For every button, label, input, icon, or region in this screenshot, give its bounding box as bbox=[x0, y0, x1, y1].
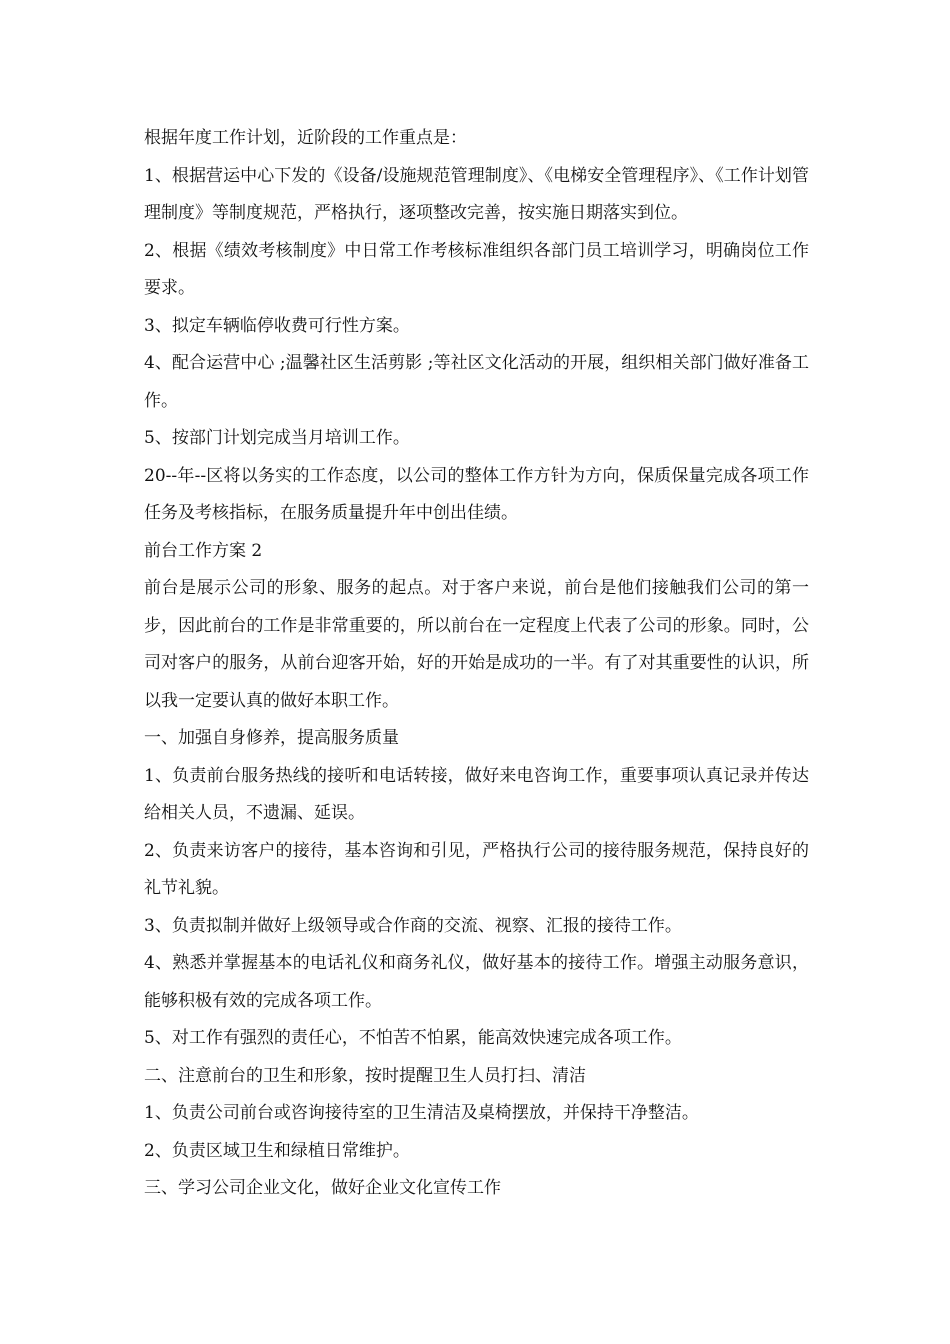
document-body bbox=[144, 120, 809, 1208]
paragraph-duty-4: 4、熟悉并掌握基本的电话礼仪和商务礼仪，做好基本的接待工作。增强主动服务意识，能够积极有效的完成各项工作。 bbox=[144, 953, 809, 1011]
paragraph-intro: 根据年度工作计划，近阶段的工作重点是： bbox=[144, 128, 467, 148]
subheading-two: 二、注意前台的卫生和形象，按时提醒卫生人员打扫、清洁 bbox=[144, 1065, 586, 1086]
subheading-three: 三、学习公司企业文化，做好企业文化宣传工作 bbox=[144, 1178, 501, 1198]
paragraph-item-2: 2、根据《绩效考核制度》中日常工作考核标准组织各部门员工培训学习，明确岗位工作要求。 bbox=[144, 240, 809, 298]
paragraph-item-3: 3、拟定车辆临停收费可行性方案。 bbox=[144, 315, 410, 336]
paragraph-hygiene-1: 1、负责公司前台或咨询接待室的卫生清洁及桌椅摆放，并保持干净整洁。 bbox=[144, 1103, 699, 1123]
paragraph-item-5: 5、按部门计划完成当月培训工作。 bbox=[144, 428, 410, 448]
section-heading: 前台工作方案 2 bbox=[144, 540, 263, 561]
paragraph-duty-2: 2、负责来访客户的接待，基本咨询和引见，严格执行公司的接待服务规范，保持良好的礼节礼貌。 bbox=[144, 840, 809, 898]
subheading-one: 一、加强自身修养，提高服务质量 bbox=[144, 728, 399, 748]
paragraph-duty-1: 1、负责前台服务热线的接听和电话转接，做好来电咨询工作，重要事项认真记录并传达给相关人员，不遗漏、延误。 bbox=[144, 765, 809, 823]
paragraph-hygiene-2: 2、负责区域卫生和绿植日常维护。 bbox=[144, 1140, 410, 1161]
paragraph-item-4: 4、配合运营中心 ;温馨社区生活剪影 ;等社区文化活动的开展，组织相关部门做好准备工作。 bbox=[144, 353, 809, 411]
paragraph-front-desk-intro: 前台是展示公司的形象、服务的起点。对于客户来说，前台是他们接触我们公司的第一步，因此前台的工作是非常重要的，所以前台在一定程度上代表了公司的形象。同时，公司对客户的服务，从前台迎客开始，好的开始是成功的一半。有了对其重要性的认识，所以我一定要认真的做好本职工作。 bbox=[144, 578, 809, 711]
paragraph-summary: 20--年--区将以务实的工作态度，以公司的整体工作方针为方向，保质保量完成各项工作任务及考核指标，在服务质量提升年中创出佳绩。 bbox=[144, 465, 809, 523]
paragraph-item-1: 1、根据营运中心下发的《设备/设施规范管理制度》、《电梯安全管理程序》、《工作计划管理制度》等制度规范，严格执行，逐项整改完善，按实施日期落实到位。 bbox=[144, 165, 809, 223]
paragraph-duty-3: 3、负责拟制并做好上级领导或合作商的交流、视察、汇报的接待工作。 bbox=[144, 915, 682, 936]
paragraph-duty-5: 5、对工作有强烈的责任心，不怕苦不怕累，能高效快速完成各项工作。 bbox=[144, 1028, 682, 1048]
